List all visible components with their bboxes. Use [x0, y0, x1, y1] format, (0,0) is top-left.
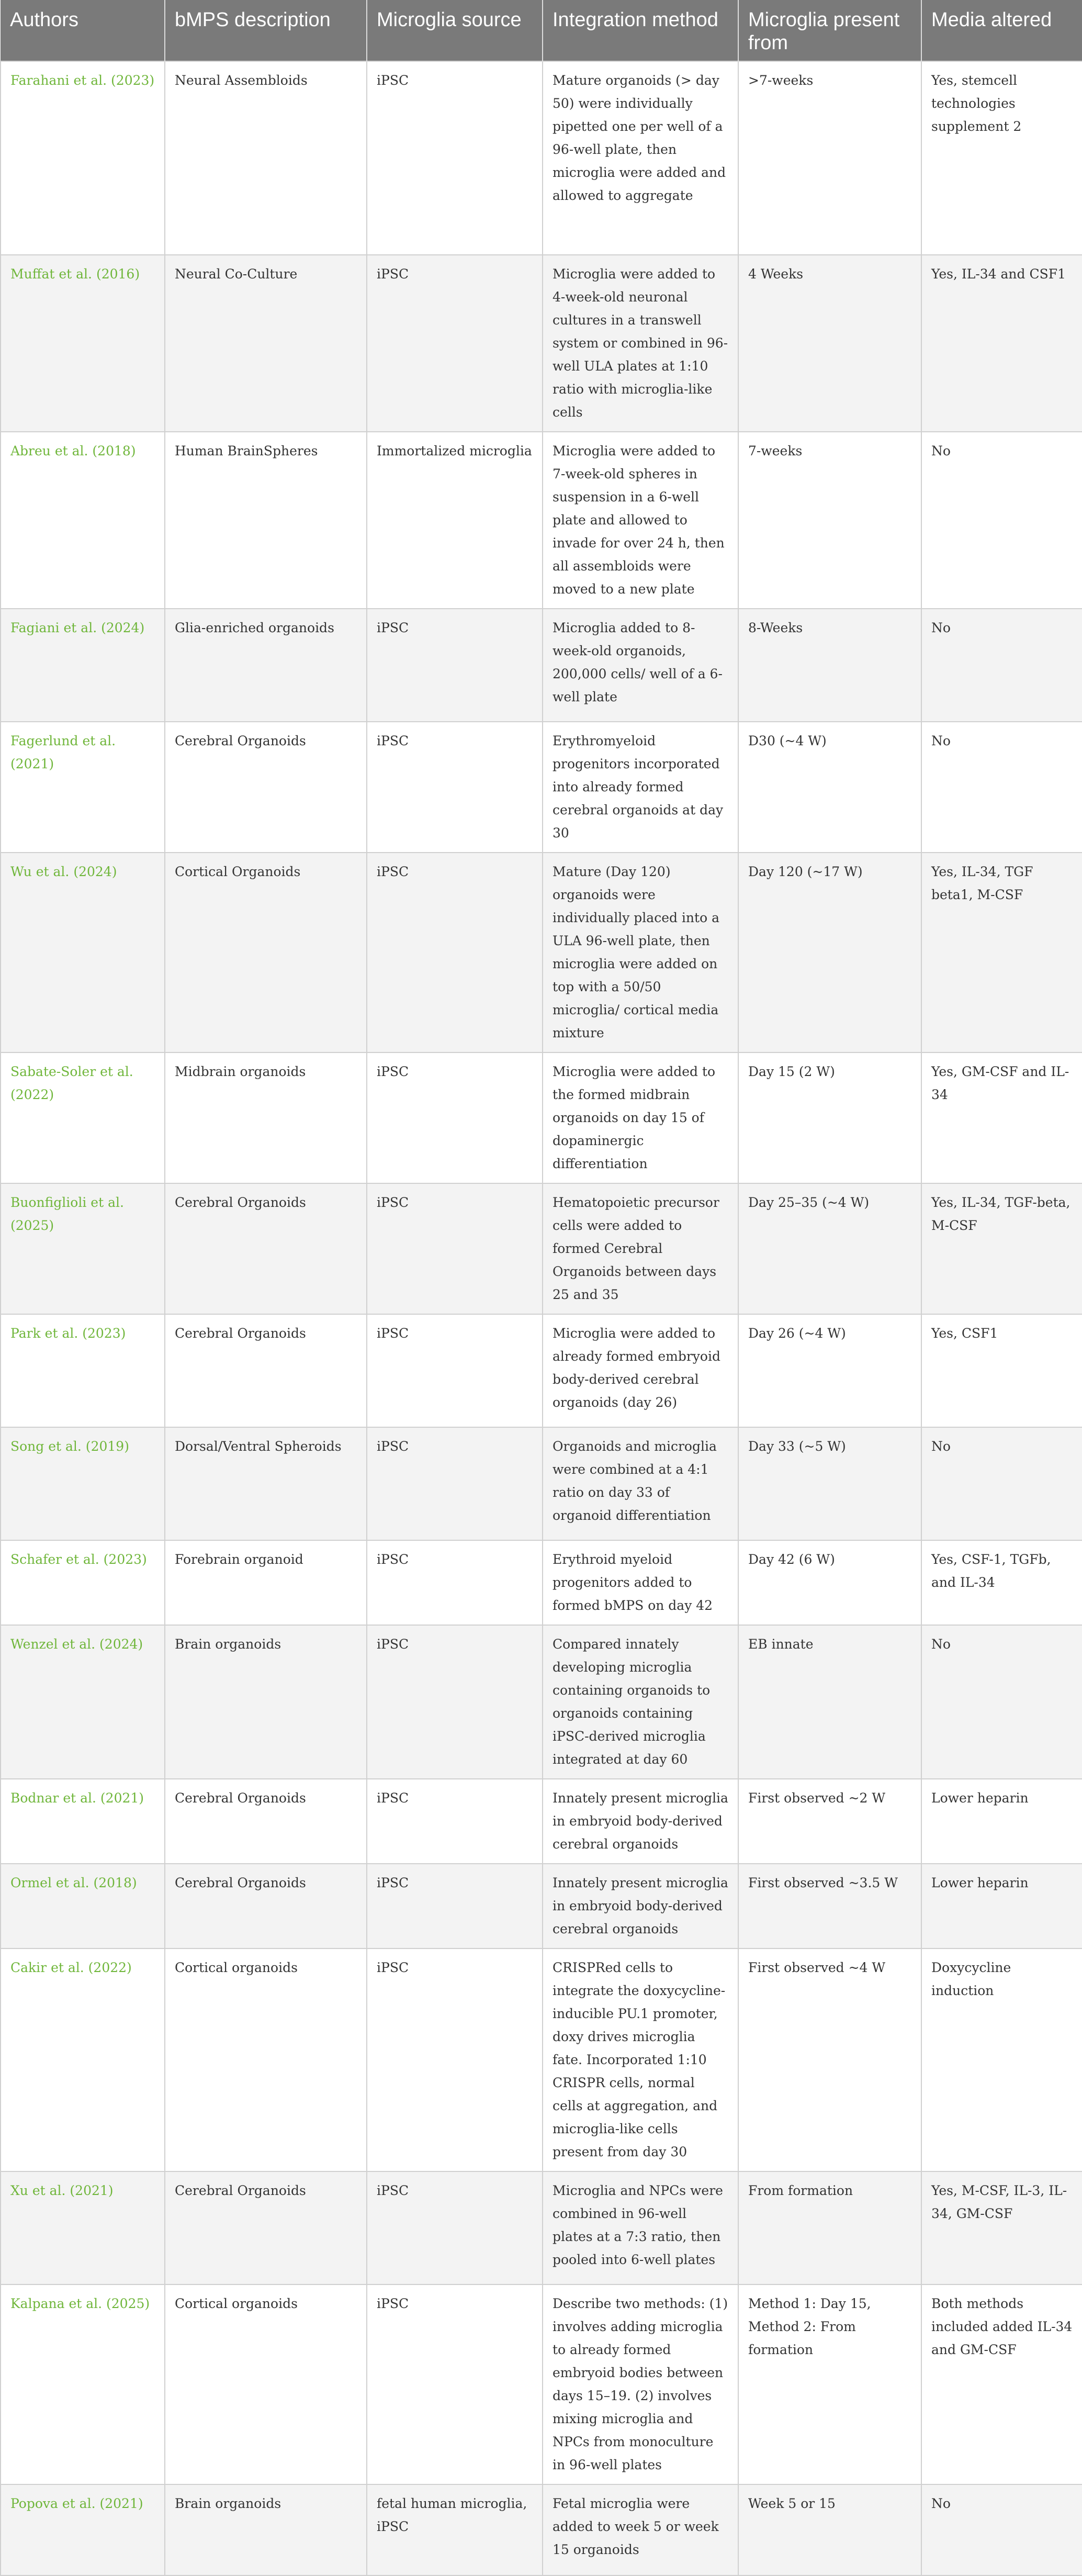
cell-bmps-description: Human BrainSpheres — [165, 432, 367, 609]
cell-microglia-present-from: From formation — [738, 2171, 921, 2284]
cell-media-altered: Lower heparin — [921, 1779, 1082, 1864]
cell-author[interactable]: Muffat et al. (2016) — [1, 255, 165, 432]
cell-microglia-source: iPSC — [367, 2284, 543, 2484]
cell-integration-method: Microglia and NPCs were combined in 96-well plates at a 7:3 ratio, then pooled into 6-well plates — [543, 2171, 738, 2284]
cell-bmps-description: Cerebral Organoids — [165, 1779, 367, 1864]
cell-microglia-source: iPSC — [367, 1314, 543, 1427]
cell-microglia-present-from: >7-weeks — [738, 61, 921, 255]
cell-media-altered: Yes, IL-34, TGF beta1, M-CSF — [921, 853, 1082, 1052]
cell-microglia-source: iPSC — [367, 2171, 543, 2284]
cell-integration-method: Microglia were added to the formed midbrain organoids on day 15 of dopaminergic differentiation — [543, 1052, 738, 1183]
cell-microglia-source: iPSC — [367, 1625, 543, 1779]
cell-microglia-source: iPSC — [367, 1052, 543, 1183]
cell-bmps-description: Neural Co-Culture — [165, 255, 367, 432]
cell-bmps-description: Glia-enriched organoids — [165, 609, 367, 722]
table-row — [1, 2171, 1082, 2284]
table-row — [1, 1540, 1082, 1625]
cell-bmps-description: Cortical organoids — [165, 1948, 367, 2171]
cell-bmps-description: Cerebral Organoids — [165, 2171, 367, 2284]
table-row — [1, 61, 1082, 255]
cell-integration-method: Compared innately developing microglia containing organoids to organoids containing iPSC-derived microglia integrated at day 60 — [543, 1625, 738, 1779]
cell-media-altered: Lower heparin — [921, 1864, 1082, 1948]
cell-bmps-description: Cortical organoids — [165, 2284, 367, 2484]
cell-microglia-present-from: Day 25–35 (~4 W) — [738, 1183, 921, 1314]
cell-microglia-present-from: D30 (~4 W) — [738, 722, 921, 853]
cell-integration-method: Mature organoids (> day 50) were individually pipetted one per well of a 96-well plate, then microglia were added and allowed to aggregate — [543, 61, 738, 255]
table-row — [1, 609, 1082, 722]
cell-microglia-source: iPSC — [367, 1864, 543, 1948]
cell-bmps-description: Cerebral Organoids — [165, 722, 367, 853]
table-row — [1, 1779, 1082, 1864]
cell-microglia-present-from: 8-Weeks — [738, 609, 921, 722]
table-row — [1, 1052, 1082, 1183]
table-row — [1, 1948, 1082, 2171]
cell-author[interactable]: Farahani et al. (2023) — [1, 61, 165, 255]
cell-author[interactable]: Song et al. (2019) — [1, 1427, 165, 1540]
table-row — [1, 255, 1082, 432]
cell-bmps-description: Midbrain organoids — [165, 1052, 367, 1183]
header-authors: Authors — [1, 0, 165, 61]
cell-media-altered: No — [921, 2484, 1082, 2575]
cell-microglia-present-from: First observed ~4 W — [738, 1948, 921, 2171]
cell-author[interactable]: Sabate-Soler et al. (2022) — [1, 1052, 165, 1183]
cell-microglia-present-from: 4 Weeks — [738, 255, 921, 432]
table-row — [1, 853, 1082, 1052]
header-microglia-present-from: Microglia present from — [738, 0, 921, 61]
cell-integration-method: Hematopoietic precursor cells were added to formed Cerebral Organoids between days 25 and 35 — [543, 1183, 738, 1314]
cell-author[interactable]: Bodnar et al. (2021) — [1, 1779, 165, 1864]
table-row — [1, 1314, 1082, 1427]
table-row — [1, 1183, 1082, 1314]
cell-integration-method: Erythroid myeloid progenitors added to formed bMPS on day 42 — [543, 1540, 738, 1625]
cell-integration-method: Microglia added to 8-week-old organoids, 200,000 cells/ well of a 6-well plate — [543, 609, 738, 722]
cell-microglia-source: iPSC — [367, 1948, 543, 2171]
cell-microglia-present-from: EB innate — [738, 1625, 921, 1779]
cell-microglia-present-from: First observed ~2 W — [738, 1779, 921, 1864]
cell-author[interactable]: Cakir et al. (2022) — [1, 1948, 165, 2171]
cell-author[interactable]: Buonfiglioli et al. (2025) — [1, 1183, 165, 1314]
header-integration-method: Integration method — [543, 0, 738, 61]
cell-media-altered: No — [921, 432, 1082, 609]
table-row — [1, 1864, 1082, 1948]
cell-media-altered: Both methods included added IL-34 and GM-CSF — [921, 2284, 1082, 2484]
cell-microglia-source: iPSC — [367, 255, 543, 432]
cell-media-altered: Yes, CSF1 — [921, 1314, 1082, 1427]
cell-media-altered: Yes, M-CSF, IL-3, IL-34, GM-CSF — [921, 2171, 1082, 2284]
cell-microglia-present-from: Day 120 (~17 W) — [738, 853, 921, 1052]
cell-microglia-source: iPSC — [367, 1183, 543, 1314]
cell-microglia-source: iPSC — [367, 722, 543, 853]
table-row — [1, 1427, 1082, 1540]
table-header — [1, 0, 1082, 61]
table-row — [1, 432, 1082, 609]
cell-bmps-description: Cerebral Organoids — [165, 1183, 367, 1314]
header-microglia-source: Microglia source — [367, 0, 543, 61]
table-row — [1, 722, 1082, 853]
table-body — [1, 61, 1082, 2575]
cell-media-altered: Yes, CSF-1, TGFb, and IL-34 — [921, 1540, 1082, 1625]
cell-microglia-source: iPSC — [367, 853, 543, 1052]
cell-microglia-source: iPSC — [367, 1540, 543, 1625]
header-media-altered: Media altered — [921, 0, 1082, 61]
cell-media-altered: Yes, stemcell technologies supplement 2 — [921, 61, 1082, 255]
cell-bmps-description: Dorsal/Ventral Spheroids — [165, 1427, 367, 1540]
table-row — [1, 2484, 1082, 2575]
cell-media-altered: Yes, IL-34, TGF-beta, M-CSF — [921, 1183, 1082, 1314]
table-row — [1, 1625, 1082, 1779]
cell-author[interactable]: Xu et al. (2021) — [1, 2171, 165, 2284]
cell-bmps-description: Brain organoids — [165, 2484, 367, 2575]
cell-bmps-description: Neural Assembloids — [165, 61, 367, 255]
cell-microglia-source: iPSC — [367, 609, 543, 722]
cell-microglia-source: Immortalized microglia — [367, 432, 543, 609]
cell-microglia-present-from: Method 1: Day 15, Method 2: From formation — [738, 2284, 921, 2484]
cell-author[interactable]: Park et al. (2023) — [1, 1314, 165, 1427]
cell-integration-method: Fetal microglia were added to week 5 or week 15 organoids — [543, 2484, 738, 2575]
cell-bmps-description: Brain organoids — [165, 1625, 367, 1779]
cell-author[interactable]: Fagerlund et al. (2021) — [1, 722, 165, 853]
cell-bmps-description: Cerebral Organoids — [165, 1314, 367, 1427]
header-bmps-description: bMPS description — [165, 0, 367, 61]
cell-author[interactable]: Schafer et al. (2023) — [1, 1540, 165, 1625]
cell-author[interactable]: Wenzel et al. (2024) — [1, 1625, 165, 1779]
cell-microglia-present-from: Day 42 (6 W) — [738, 1540, 921, 1625]
cell-bmps-description: Cerebral Organoids — [165, 1864, 367, 1948]
cell-microglia-source: iPSC — [367, 1427, 543, 1540]
cell-microglia-present-from: Day 33 (~5 W) — [738, 1427, 921, 1540]
cell-media-altered: No — [921, 1427, 1082, 1540]
header-row — [1, 0, 1082, 61]
cell-microglia-present-from: First observed ~3.5 W — [738, 1864, 921, 1948]
cell-integration-method: Microglia were added to 4-week-old neuronal cultures in a transwell system or combined in 96-well ULA plates at 1:10 ratio with microglia-like cells — [543, 255, 738, 432]
cell-bmps-description: Cortical Organoids — [165, 853, 367, 1052]
cell-integration-method: Erythromyeloid progenitors incorporated into already formed cerebral organoids at day 30 — [543, 722, 738, 853]
cell-integration-method: Describe two methods: (1) involves adding microglia to already formed embryoid bodies between days 15–19. (2) involves mixing microglia and NPCs from monoculture in 96-well plates — [543, 2284, 738, 2484]
cell-microglia-present-from: Day 15 (2 W) — [738, 1052, 921, 1183]
cell-author[interactable]: Popova et al. (2021) — [1, 2484, 165, 2575]
cell-author[interactable]: Wu et al. (2024) — [1, 853, 165, 1052]
cell-microglia-present-from: 7-weeks — [738, 432, 921, 609]
cell-integration-method: Innately present microglia in embryoid body-derived cerebral organoids — [543, 1864, 738, 1948]
cell-integration-method: CRISPRed cells to integrate the doxycycline-inducible PU.1 promoter, doxy drives microglia fate. Incorporated 1:10 CRISPR cells, normal cells at aggregation, and microglia-like cells present from day 30 — [543, 1948, 738, 2171]
cell-media-altered: Yes, GM-CSF and IL-34 — [921, 1052, 1082, 1183]
cell-microglia-source: iPSC — [367, 61, 543, 255]
cell-integration-method: Microglia were added to 7-week-old spheres in suspension in a 6-well plate and allowed to invade for over 24 h, then all assembloids were moved to a new plate — [543, 432, 738, 609]
cell-bmps-description: Forebrain organoid — [165, 1540, 367, 1625]
table-row — [1, 2284, 1082, 2484]
cell-media-altered: No — [921, 722, 1082, 853]
cell-media-altered: Doxycycline induction — [921, 1948, 1082, 2171]
cell-media-altered: Yes, IL-34 and CSF1 — [921, 255, 1082, 432]
cell-media-altered: No — [921, 1625, 1082, 1779]
cell-author[interactable]: Ormel et al. (2018) — [1, 1864, 165, 1948]
cell-media-altered: No — [921, 609, 1082, 722]
cell-microglia-source: fetal human microglia, iPSC — [367, 2484, 543, 2575]
cell-microglia-present-from: Day 26 (~4 W) — [738, 1314, 921, 1427]
cell-integration-method: Organoids and microglia were combined at a 4:1 ratio on day 33 of organoid differentiation — [543, 1427, 738, 1540]
cell-author[interactable]: Fagiani et al. (2024) — [1, 609, 165, 722]
cell-author[interactable]: Kalpana et al. (2025) — [1, 2284, 165, 2484]
cell-integration-method: Mature (Day 120) organoids were individually placed into a ULA 96-well plate, then microglia were added on top with a 50/50 microglia/ cortical media mixture — [543, 853, 738, 1052]
cell-integration-method: Innately present microglia in embryoid body-derived cerebral organoids — [543, 1779, 738, 1864]
cell-microglia-source: iPSC — [367, 1779, 543, 1864]
cell-microglia-present-from: Week 5 or 15 — [738, 2484, 921, 2575]
cell-author[interactable]: Abreu et al. (2018) — [1, 432, 165, 609]
cell-integration-method: Microglia were added to already formed embryoid body-derived cerebral organoids (day 26) — [543, 1314, 738, 1427]
